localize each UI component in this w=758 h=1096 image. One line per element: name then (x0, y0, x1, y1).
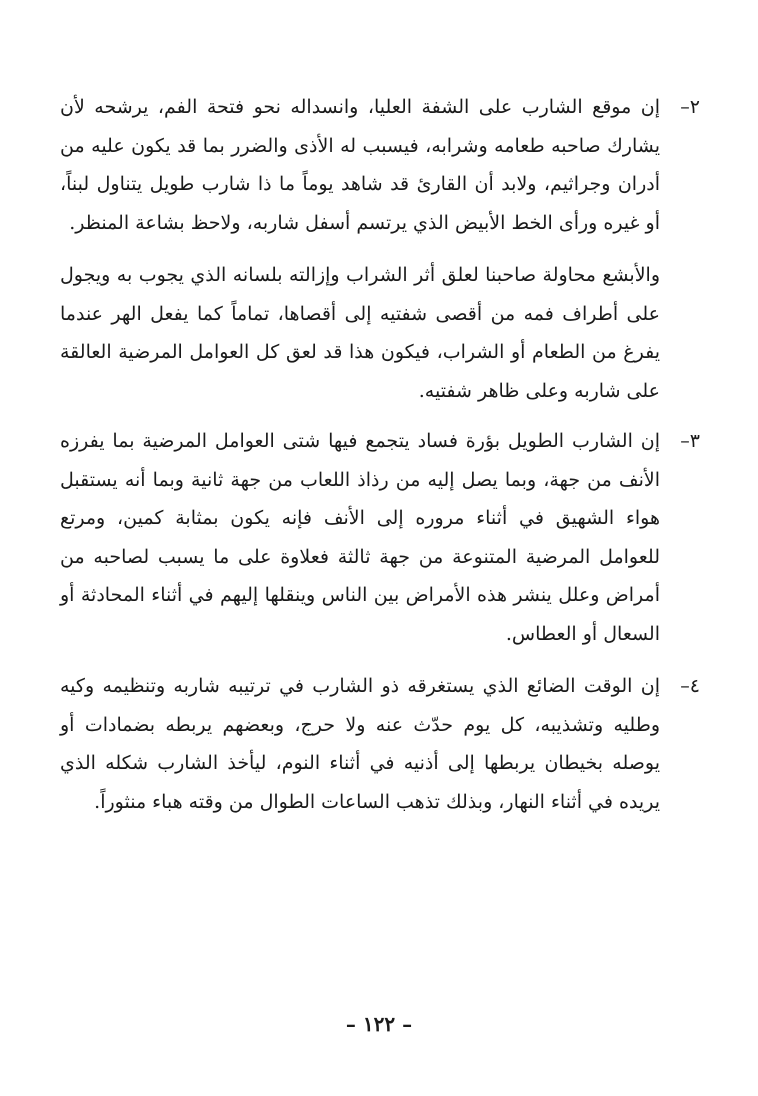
page-number: – ١٢٢ – (345, 1012, 413, 1036)
paragraph-text: إن موقع الشارب على الشفة العليا، وانسداله نحو فتحة الفم، يرشحه لأن يشارك صاحبه طعامه وشرابه، فيسبب له الأذى والضرر بما قد يكون عليه من أدران وجراثيم، ولابد أن القارئ قد شاهد يوماً ما ذا شارب طويل يتناول لبناً، أو غيره ورأى الخط الأبيض الذي يرتسم أسفل شاربه، ولاحظ بشاعة المنظر. (60, 96, 660, 234)
paragraph-text: إن الوقت الضائع الذي يستغرقه ذو الشارب في ترتيبه شاربه وتنظيمه وكيه وطليه وتشذيبه، كل يوم حدّث عنه ولا حرج، وبعضهم يربطه بضمادات أو يوصله بخيطان يربطها إلى أذنيه في أثناء النوم، ليأخذ الشارب شكله الذي يريده في أثناء النهار، وبذلك تذهب الساعات الطوال من وقته هباء منثوراً. (60, 675, 660, 813)
paragraph-continuation (60, 256, 700, 410)
paragraph-text: والأبشع محاولة صاحبنا لعلق أثر الشراب وإزالته بلسانه الذي يجوب به ويجول على أطراف فمه من أقصى شفتيه إلى أقصاها، تماماً كما يفعل الهر عندما يفرغ من الطعام أو الشراب، فيكون هذا قد لعق كل العوامل المرضية العالقة على شاربه وعلى ظاهر شفتيه. (60, 264, 660, 402)
paragraph-number: ٤– (680, 675, 700, 697)
paragraph-number: ٢– (680, 96, 700, 118)
paragraph-number: ٣– (680, 430, 700, 452)
paragraph-3 (60, 422, 700, 653)
page-body (60, 88, 700, 821)
paragraph-4 (60, 667, 700, 821)
paragraph-2 (60, 88, 700, 242)
paragraph-text: إن الشارب الطويل بؤرة فساد يتجمع فيها شتى العوامل المرضية بما يفرزه الأنف من جهة، وبما يصل إليه من رذاذ اللعاب من جهة ثانية وبما أنه يستقبل هواء الشهيق في أثناء مروره إلى الأنف فإنه يكون بمثابة كمين، ومرتع للعوامل المرضية المتنوعة من جهة ثالثة فعلاوة على ما يسبب لصاحبه من أمراض وعلل ينشر هذه الأمراض بين الناس وينقلها إليهم في أثناء المحادثة أو السعال أو العطاس. (60, 430, 660, 645)
